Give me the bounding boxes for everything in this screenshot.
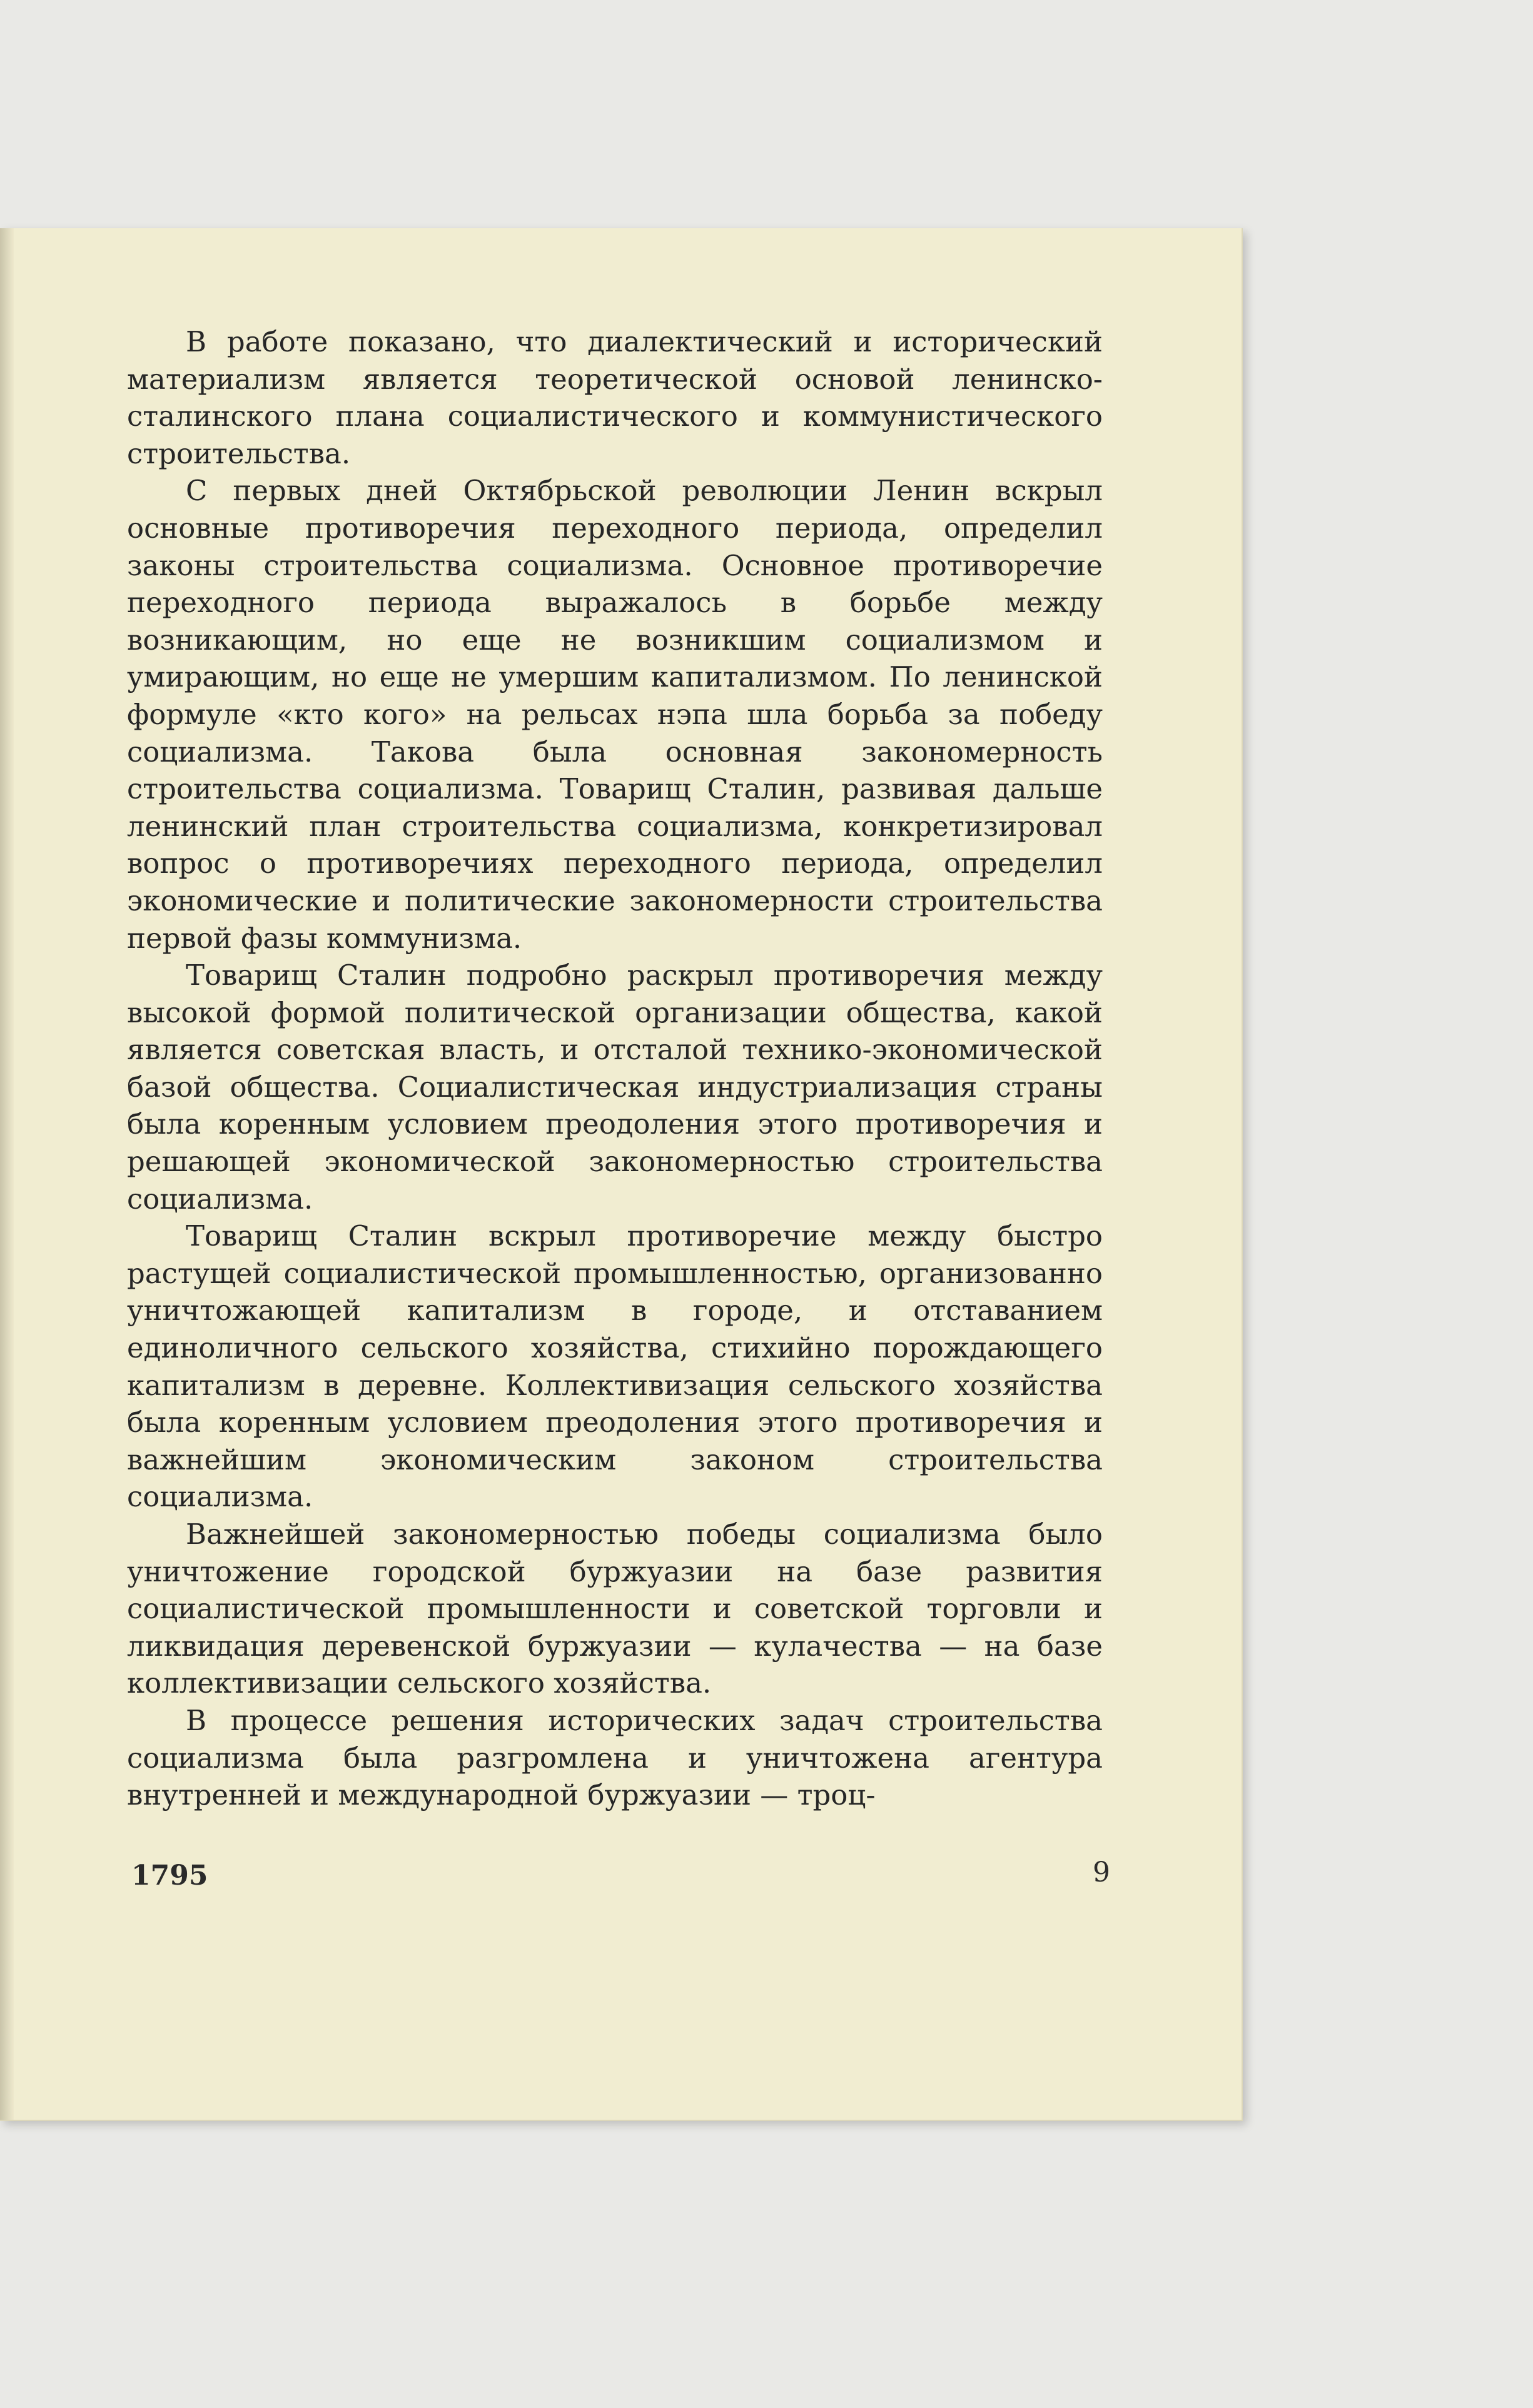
body-text xyxy=(127,323,1103,1814)
paragraph: С первых дней Октябрьской революции Ленин вскрыл основные противоречия переходного периода, определил законы строительства социализма. Основное противоречие переходного периода выражалось в борьбе между возникающим, но еще не возникшим социализмом и умирающим, но еще не умершим капитализмом. По ленинской формуле «кто кого» на рельсах нэпа шла борьба за победу социализма. Такова была основная закономерность строительства социализма. Товарищ Сталин, развивая дальше ленинский план строительства социализма, конкретизировал вопрос о противоречиях переходного периода, определил экономические и политические закономерности строительства первой фазы коммунизма. xyxy=(127,474,1103,955)
paragraph: В процессе решения исторических задач строительства социализма была разгромлена и уничтожена агентура внутренней и международной буржуазии — троц- xyxy=(127,1703,1103,1812)
paragraph: Важнейшей закономерностью победы социализма было уничтожение городской буржуазии на базе развития социалистической промышленности и советской торговли и ликвидация деревенской буржуазии — кулачества — на базе коллективизации сельского хозяйства. xyxy=(127,1518,1103,1700)
page-number: 9 xyxy=(1093,1856,1110,1888)
book-page xyxy=(0,228,1243,2121)
paragraph: В работе показано, что диалектический и исторический материализм является теоретической основой ленинско-сталинского плана социалистического и коммунистического строительства. xyxy=(127,325,1103,470)
paragraph: Товарищ Сталин вскрыл противоречие между быстро растущей социалистической промышленностью, организованно уничтожающей капитализм в городе, и отставанием единоличного сельского хозяйства, стихийно порождающего капитализм в деревне. Коллективизация сельского хозяйства была коренным условием преодоления этого противоречия и важнейшим экономическим законом строительства социализма. xyxy=(127,1219,1103,1514)
signature-mark: 1795 xyxy=(131,1860,208,1892)
paragraph: Товарищ Сталин подробно раскрыл противоречия между высокой формой политической организации общества, какой является советская власть, и отсталой технико-экономической базой общества. Социалистическая индустриализация страны была коренным условием преодоления этого противоречия и решающей экономической закономерностью строительства социализма. xyxy=(127,959,1103,1216)
